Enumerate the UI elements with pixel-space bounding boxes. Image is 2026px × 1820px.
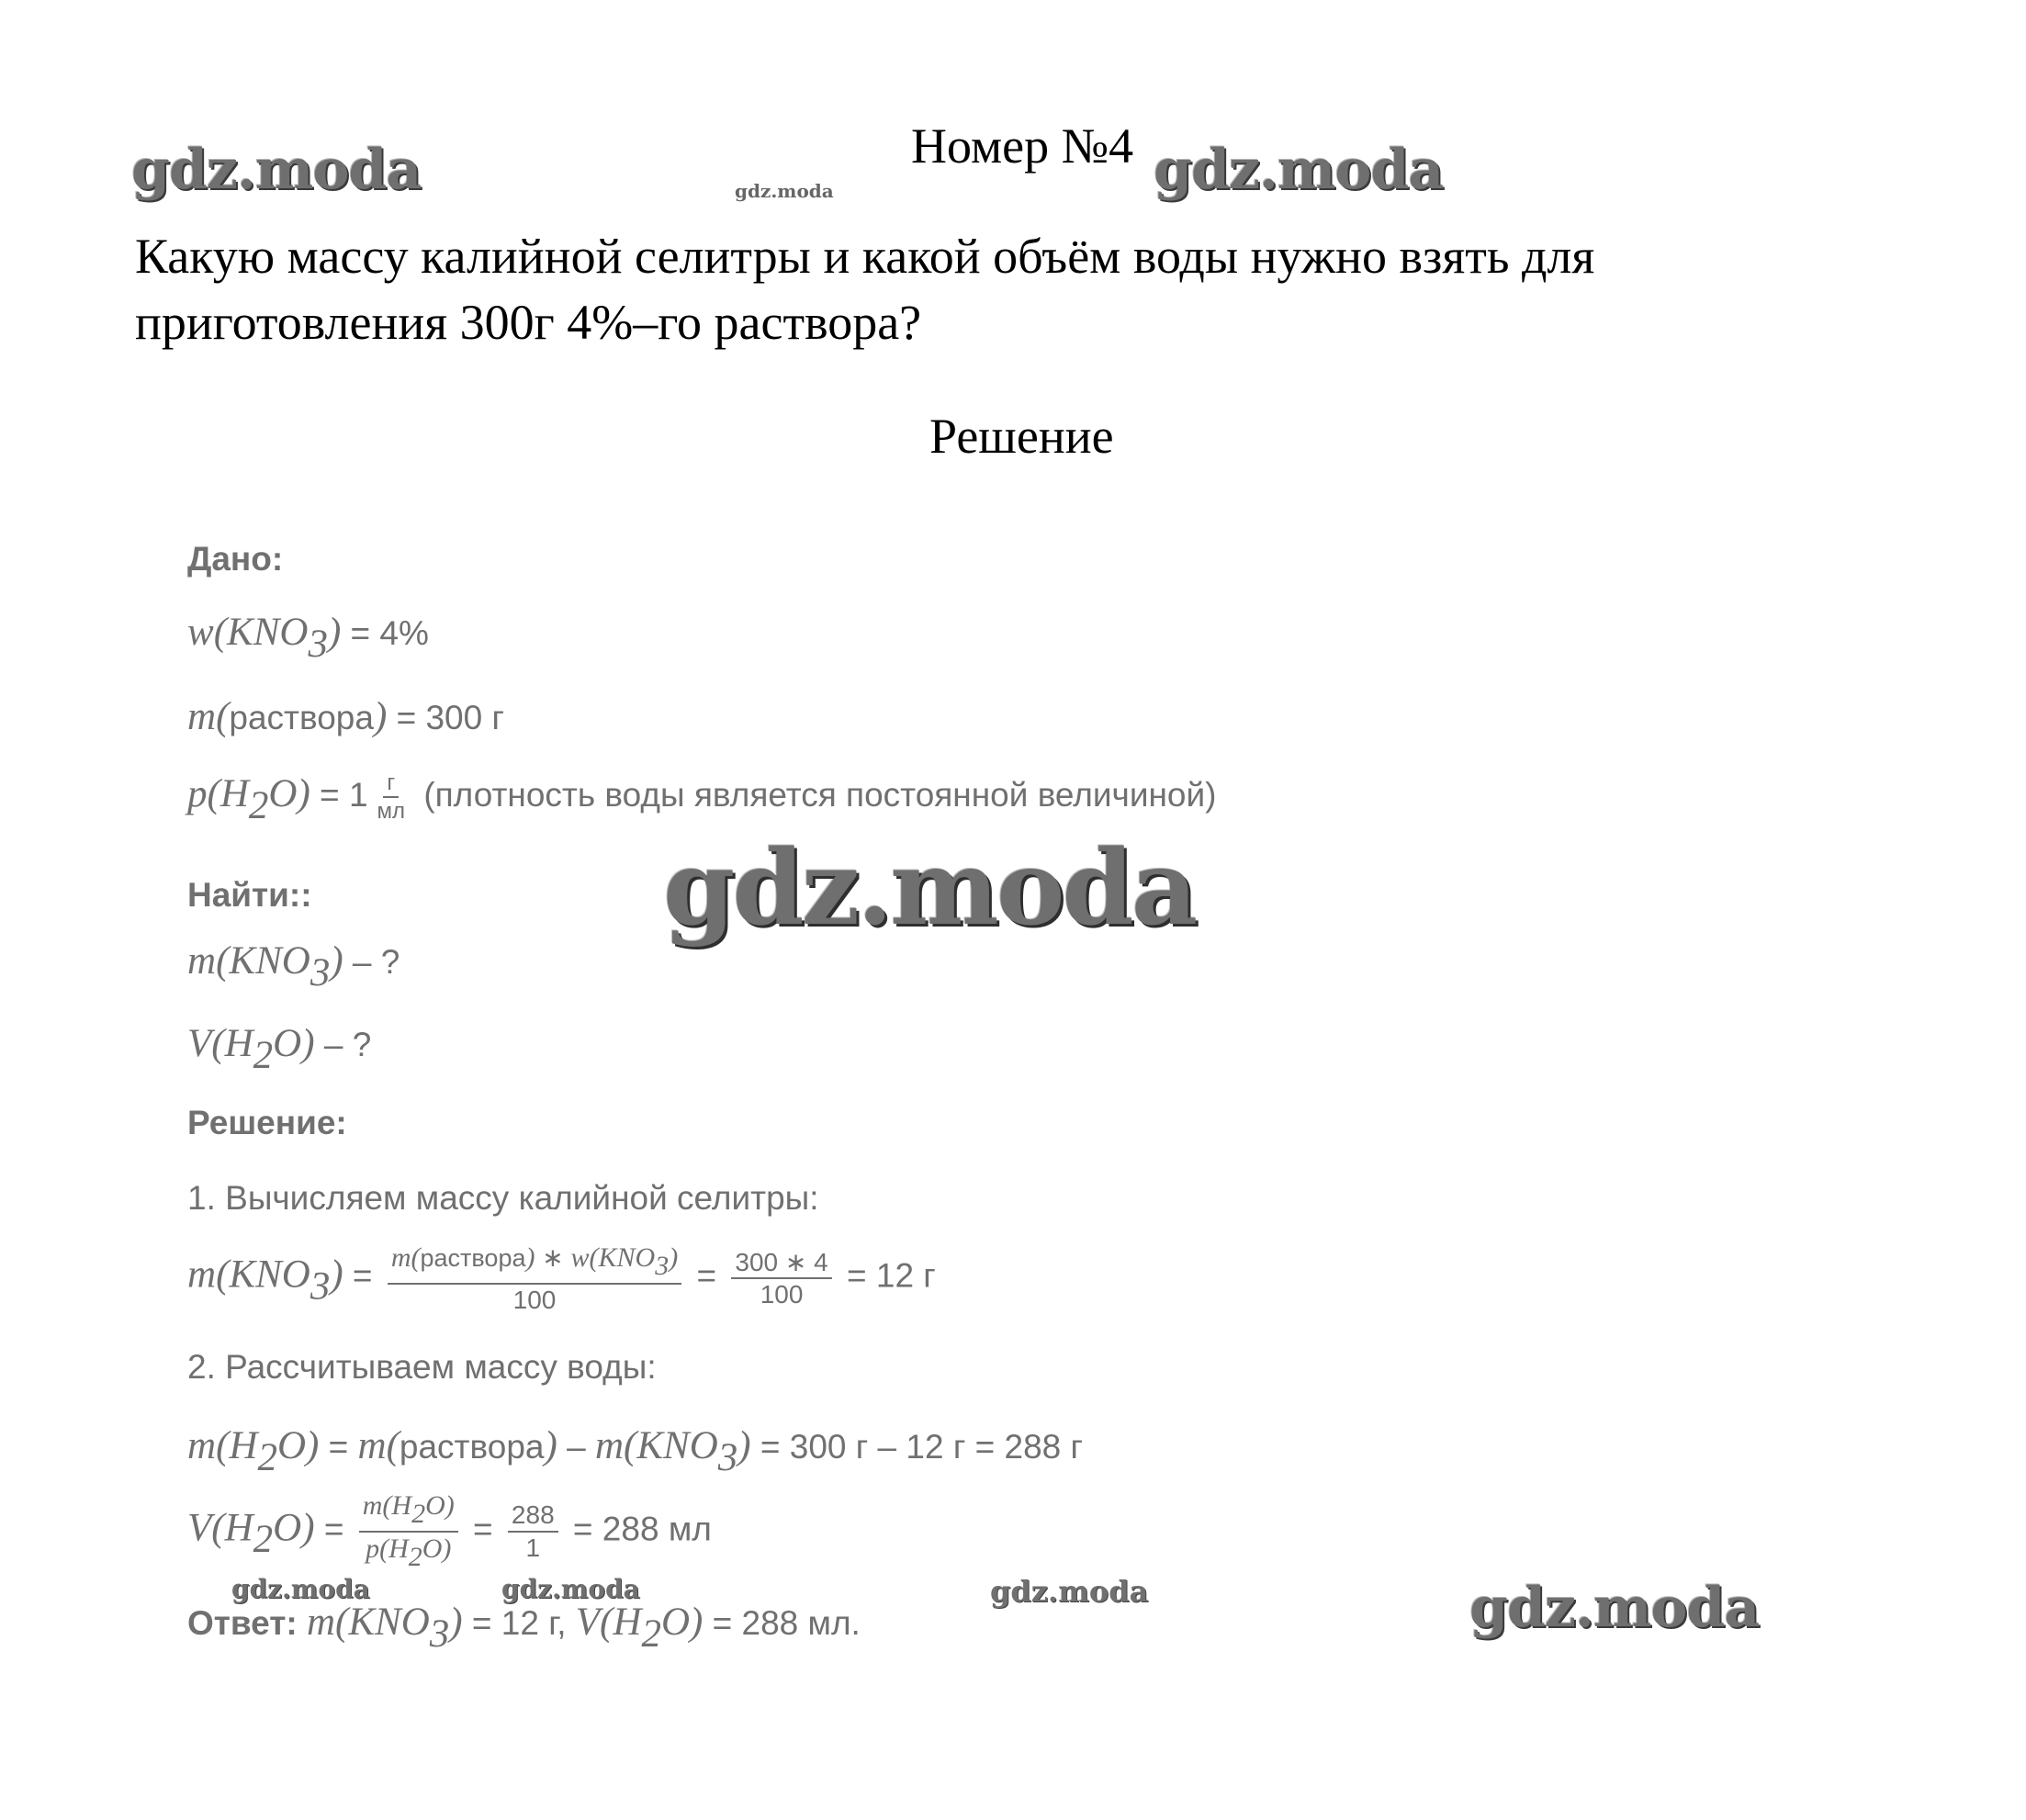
step-2-water-mass: $m(H_2O)$ = m(раствора) – $m(KNO_3) = 300$ г – 12 г = 288 г [187,1424,1084,1479]
given-label: Дано: [187,540,284,578]
watermark-bottom-3: gdz.moda [990,1574,1149,1609]
watermark-bottom-1: gdz.moda [231,1574,370,1604]
step-1-formula: $m(KNO_3)$ = $\frac{m(раствора) ∗ w(KNO_3)}{100}$ = $\frac{300 ∗ 4}{100}$ = 12 г [187,1242,936,1314]
given-solution-mass: m(раствора) = 300 г [187,695,504,738]
question-line-2: приготовления 300г 4%–го раствора? [135,295,922,350]
watermark-top-left: gdz.moda [131,138,422,202]
question-line-1: Какую массу калийной селитры и какой объём воды нужно взять для [135,229,1595,284]
step-2-water-volume: $V(H_2O)$ = $\frac{m(H_2O)}{p(H_2O)}$ = $\frac{288}{1}$ = 288 мл [187,1490,712,1572]
step-1-text: 1. Вычисляем массу калийной селитры: [187,1179,819,1217]
step-2-text: 2. Рассчитываем массу воды: [187,1348,657,1386]
watermark-top-right: gdz.moda [1154,138,1444,202]
watermark-bottom-right: gdz.moda [1469,1576,1760,1640]
solution-heading: Решение [929,409,1114,464]
solution-label: Решение: [187,1104,347,1141]
watermark-bottom-2: gdz.moda [501,1574,640,1604]
watermark-center: gdz.moda [663,828,1196,949]
find-mass-kno3: $m(KNO_3)$ – ? [187,939,400,994]
problem-number: Номер №4 [911,118,1134,174]
answer-line: Ответ: $m(KNO_3) = 12$ г, $V(H_2O) = 288$ мл. [187,1601,861,1656]
find-label: Найти:: [187,876,312,914]
watermark-top-small: gdz.moda [735,180,834,202]
find-volume-water: $V(H_2O)$ – ? [187,1022,372,1077]
given-mass-fraction: $w(KNO_3) = 4\%$ [187,611,429,666]
given-water-density: $p(H_2O) = 1$ $\frac{г}{мл}$ (плотность воды является постоянной величиной) [187,770,1217,827]
